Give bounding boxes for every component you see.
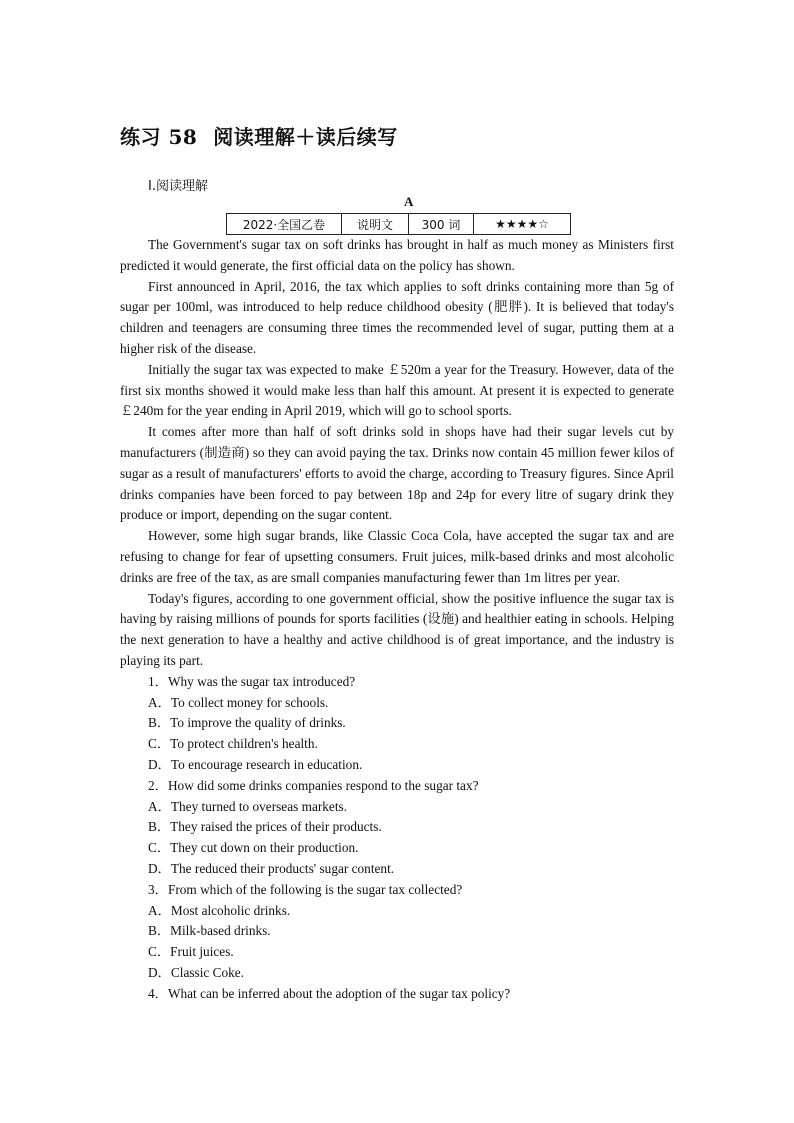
- title-topic: 阅读理解＋读后续写: [213, 125, 398, 149]
- passage-label: A: [404, 194, 414, 209]
- passage-info-table: [226, 213, 571, 235]
- source-cell: 2022·全国乙卷: [227, 214, 342, 235]
- genre-cell: 说明文: [342, 214, 409, 235]
- passage-paragraph: However, some high sugar brands, like Classic Coca Cola, have accepted the sugar tax and are refusing to change for fear of upsetting consumers. Fruit juices, milk-based drinks and most alcoholic drinks are free of the tax, as are small companies manufacturing fewer than 1m litres per year.: [120, 528, 674, 585]
- question-stem: 1．Why was the sugar tax introduced?: [148, 673, 356, 689]
- question-stem: 2．How did some drinks companies respond to the sugar tax?: [148, 777, 479, 793]
- question-option: D．To encourage research in education.: [148, 756, 363, 772]
- question-stem: 4．What can be inferred about the adoption of the sugar tax policy?: [148, 985, 511, 1001]
- question-option: C．Fruit juices.: [148, 944, 234, 960]
- question-option: A．They turned to overseas markets.: [148, 798, 348, 814]
- difficulty-stars-cell: ★★★★☆: [474, 214, 571, 235]
- question-option: C．To protect children's health.: [148, 736, 318, 752]
- question-stem: 3．From which of the following is the sugar tax collected?: [148, 881, 463, 897]
- reading-content: [120, 235, 674, 1004]
- passage-paragraph: Today's figures, according to one government official, show the positive influence the sugar tax is having by raising millions of pounds for sports facilities (设施) and healthier eating in schools. Helping the next generation to have a healthy and active childhood is of great importance, and the industry is playing its part.: [120, 590, 674, 668]
- page-title: [120, 121, 398, 150]
- question-option: C．They cut down on their production.: [148, 840, 359, 856]
- title-exercise-number: 练习 58: [120, 125, 198, 149]
- question-option: A．To collect money for schools.: [148, 694, 329, 710]
- question-option: B．Milk-based drinks.: [148, 923, 271, 939]
- question-option: B．They raised the prices of their products.: [148, 819, 382, 835]
- word-count-cell: 300 词: [409, 214, 474, 235]
- section-label: Ⅰ.阅读理解: [148, 179, 208, 194]
- question-option: D．The reduced their products' sugar content.: [148, 860, 395, 876]
- question-option: D．Classic Coke.: [148, 964, 245, 980]
- passage-info-row: [227, 214, 571, 235]
- passage-paragraph: The Government's sugar tax on soft drinks has brought in half as much money as Ministers first predicted it would generate, the first official data on the policy has shown.: [120, 237, 674, 273]
- passage-paragraph: Initially the sugar tax was expected to make ￡520m a year for the Treasury. However, data of the first six months showed it would make less than half this amount. At present it is expected to generate ￡240m for the year ending in April 2019, which will go to school sports.: [120, 361, 674, 419]
- question-option: A．Most alcoholic drinks.: [148, 902, 291, 918]
- passage-paragraph: First announced in April, 2016, the tax which applies to soft drinks containing more than 5g of sugar per 100ml, was introduced to help reduce childhood obesity (肥胖). It is believed that today's children and teenagers are consuming three times the recommended level of sugar, putting them at a higher risk of the disease.: [120, 278, 674, 356]
- passage-paragraph: It comes after more than half of soft drinks sold in shops have had their sugar levels cut by manufacturers (制造商) so they can avoid paying the tax. Drinks now contain 45 million fewer kilos of sugar as a result of manufacturers' efforts to avoid the charge, according to Treasury figures. Since April drinks companies have been forced to pay between 18p and 24p for every litre of sugary drink they produce or import, depending on the sugar content.: [120, 424, 674, 523]
- question-option: B．To improve the quality of drinks.: [148, 715, 346, 731]
